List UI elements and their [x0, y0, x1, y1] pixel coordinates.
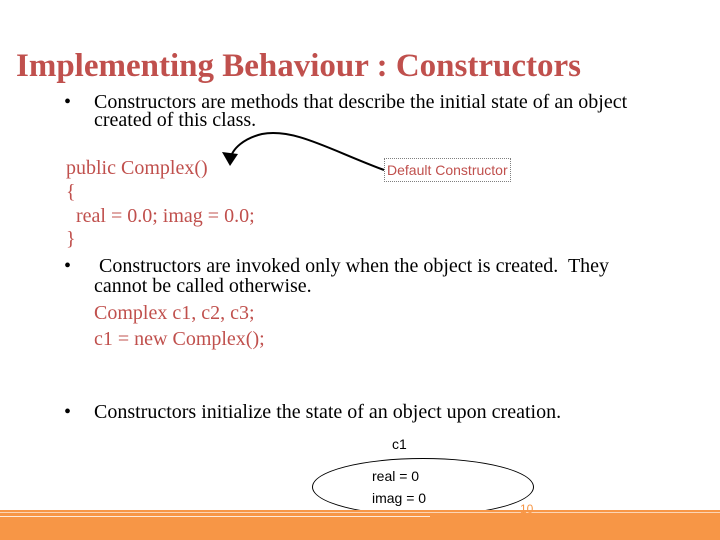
code-line: public Complex() — [66, 157, 208, 179]
object-ellipse — [312, 458, 534, 516]
object-field: imag = 0 — [372, 490, 427, 506]
bullet2-line1: Constructors are invoked only when the object is created. They — [94, 255, 610, 277]
page-number: 10 — [520, 502, 534, 516]
code2-line: c1 = new Complex(); — [94, 328, 265, 350]
code-line: real = 0.0; imag = 0.0; — [66, 205, 255, 227]
object-name-label: c1 — [392, 436, 407, 452]
bullet-marker: • — [64, 401, 72, 423]
bullet1-line2: created of this class. — [94, 109, 257, 131]
bullet2-line2: cannot be called otherwise. — [94, 275, 312, 297]
bullet3-text: Constructors initialize the state of an object upon creation. — [94, 401, 562, 423]
bullet1-line1: Constructors are methods that describe the initial state of an object — [94, 91, 628, 113]
footer-bar — [0, 510, 720, 540]
footer-divider — [0, 516, 430, 517]
default-constructor-callout: Default Constructor — [384, 158, 511, 182]
code-line: { — [66, 181, 76, 203]
code-line: } — [66, 228, 76, 250]
bullet-marker: • — [64, 91, 72, 113]
slide-title: Implementing Behaviour : Constructors — [16, 48, 581, 84]
object-field: real = 0 — [372, 468, 420, 484]
bullet-marker: • — [64, 255, 72, 277]
code2-line: Complex c1, c2, c3; — [94, 302, 255, 324]
footer-divider — [0, 512, 720, 513]
